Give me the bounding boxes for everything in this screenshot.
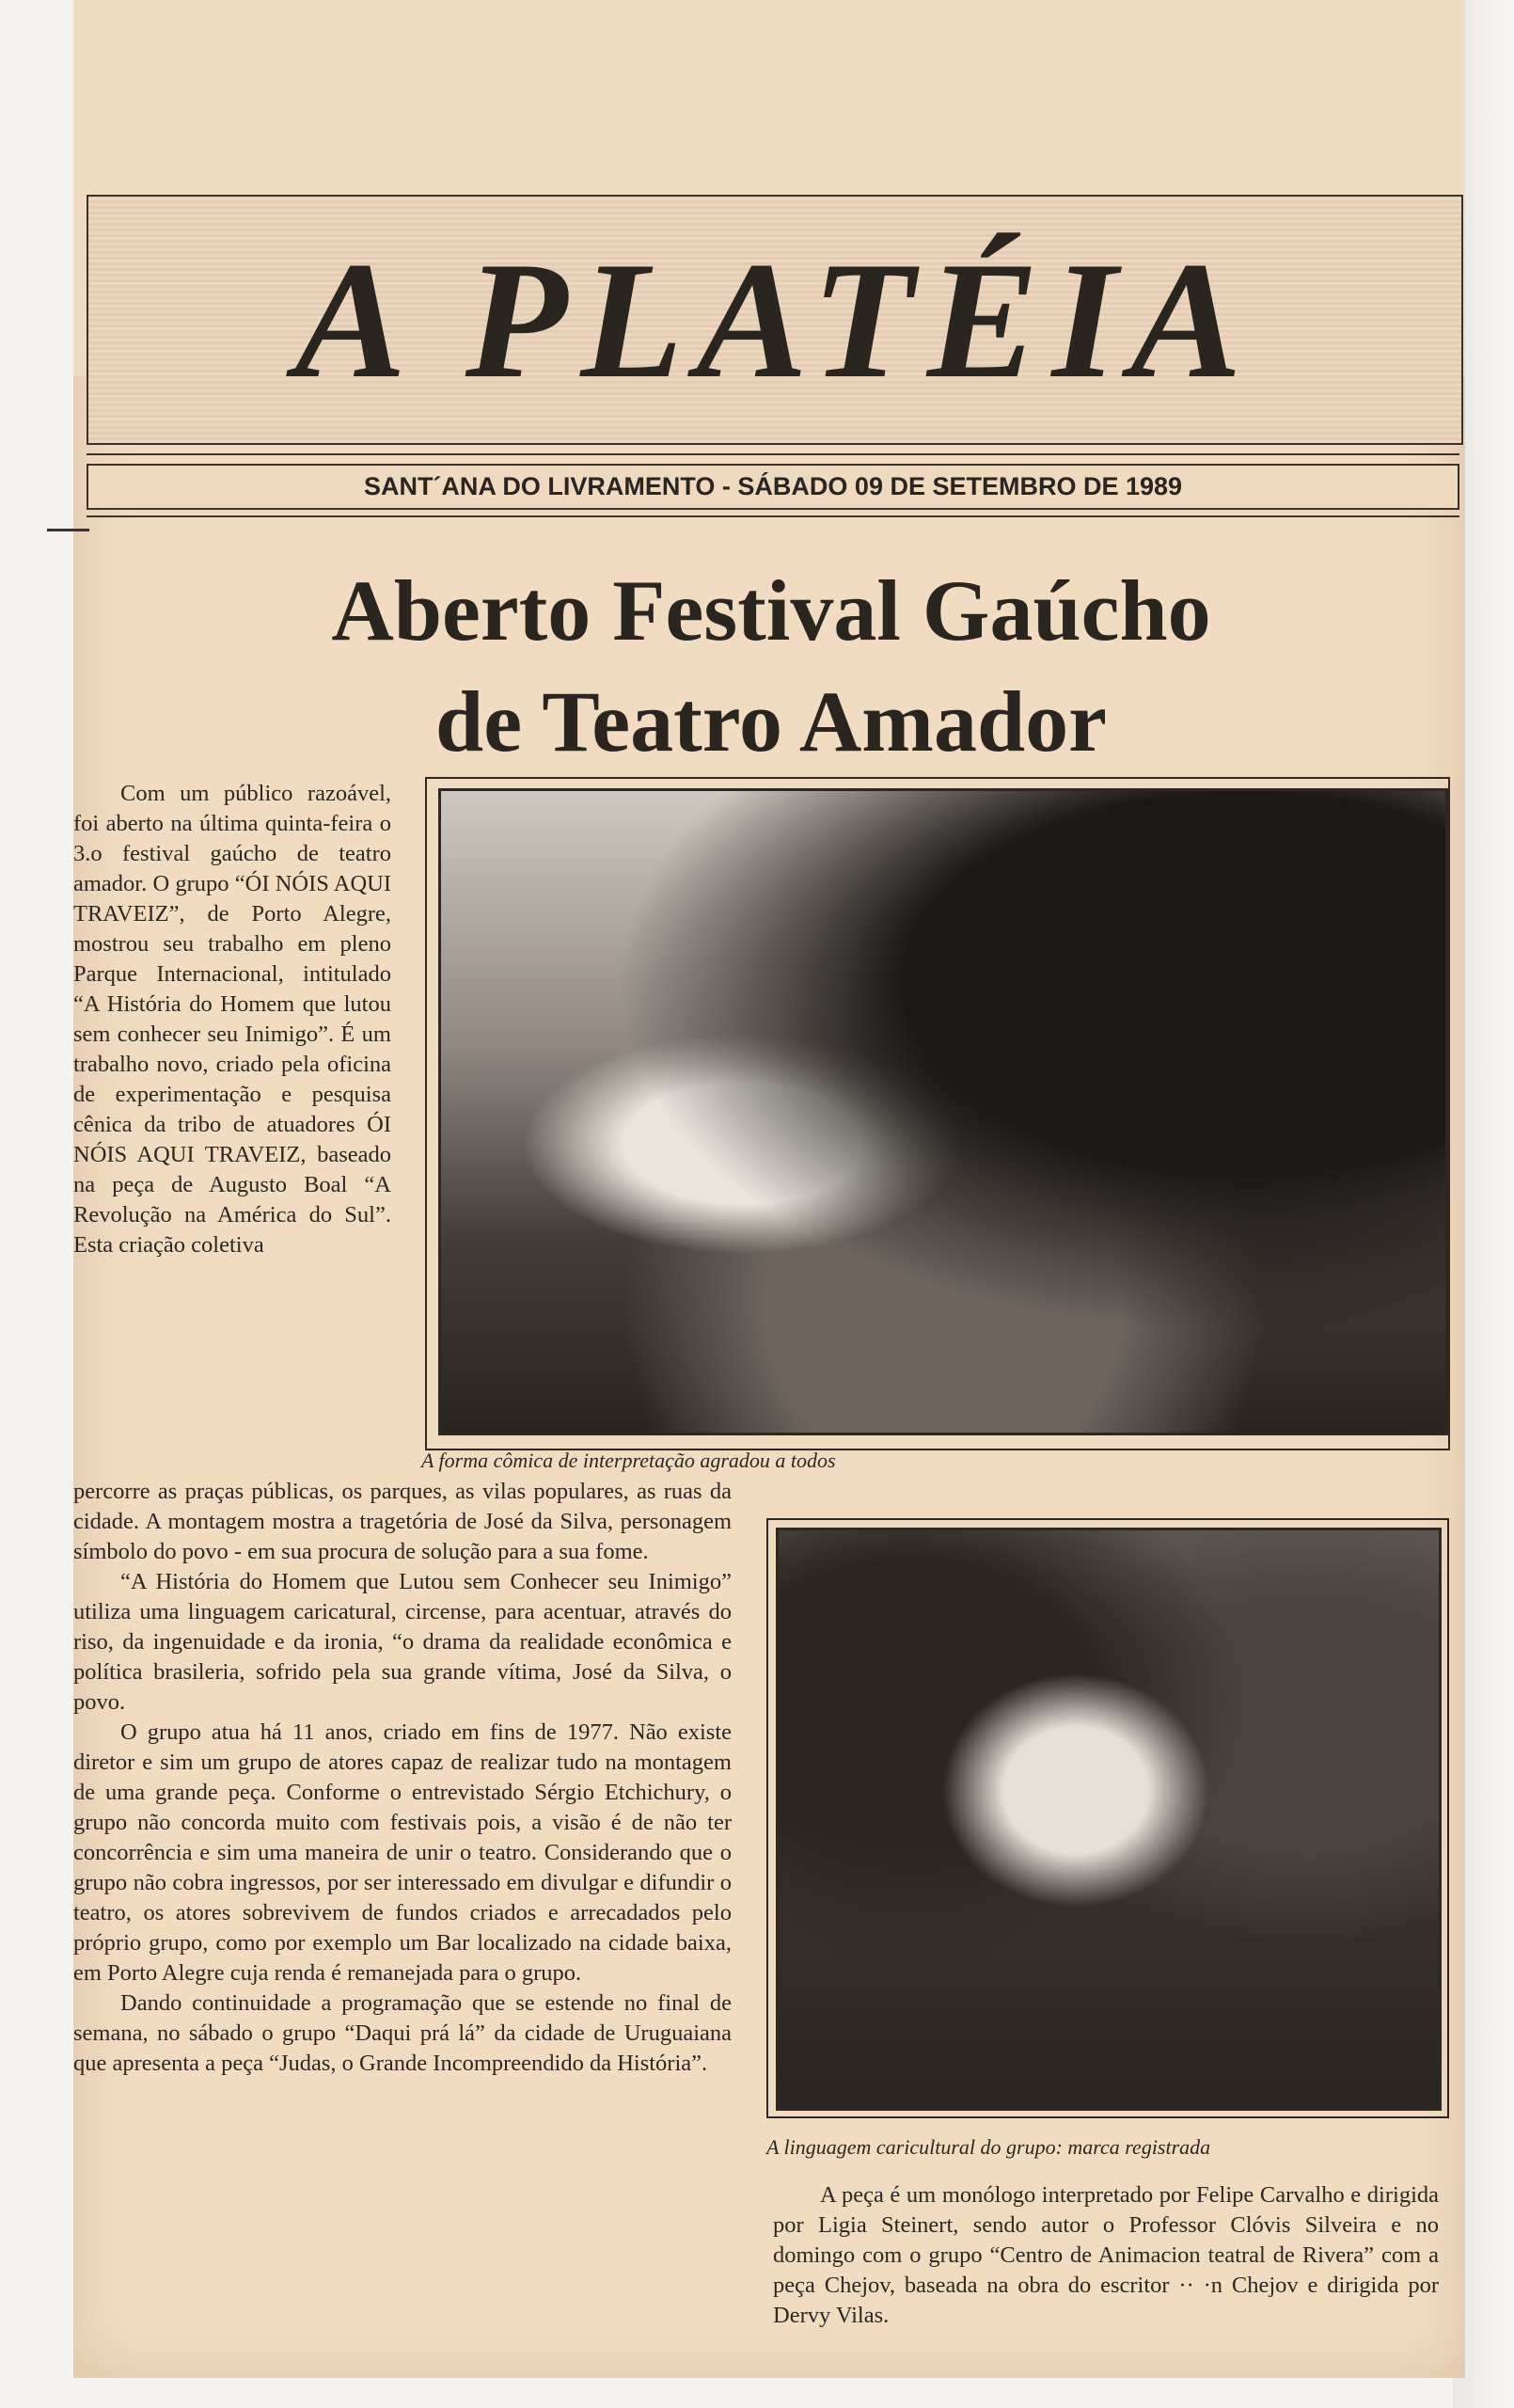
rule [87, 515, 1459, 517]
article-column-right [773, 2180, 1439, 2331]
masthead-title: A PLATÉIA [294, 227, 1255, 413]
photo-actor [776, 1528, 1442, 2111]
dateline: SANT´ANA DO LIVRAMENTO - SÁBADO 09 DE SETEMBRO DE 1989 [87, 464, 1459, 510]
photo-caption: A linguagem caricultural do grupo: marca registrada [766, 2135, 1211, 2159]
photo-performance [438, 788, 1448, 1435]
headline-line-1: Aberto Festival Gaúcho [331, 562, 1211, 658]
article-paragraph: O grupo atua há 11 anos, criado em fins de 1977. Não existe diretor e sim um grupo de atores capaz de realizar tudo na montagem de uma grande peça. Conforme o entrevistado Sérgio Etchichury, o grupo não concorda muito com festivais pois, a visão é de não ter concorrência e sim uma maneira de unir o teatro. Considerando que o grupo não cobra ingressos, por ser interessado em divulgar e difundir o teatro, os atores sobrevivem de fundos criados e arrecadados pelo próprio grupo, como por exemplo um Bar localizado na cidade baixa, em Porto Alegre cuja renda é remanejada para o grupo. [73, 1719, 732, 1986]
article-paragraph: Com um público razoável, foi aberto na última quinta-feira o 3.o festival gaúcho de teatro amador. O grupo “ÓI NÓIS AQUI TRAVEIZ”, de Porto Alegre, mostrou seu trabalho em pleno Parque Internacional, intitulado “A História do Homem que lutou sem conhecer seu Inimigo”. É um trabalho novo, criado pela oficina de experimentação e pesquisa cênica da tribo de atuadores ÓI NÓIS AQUI TRAVEIZ, baseado na peça de Augusto Boal “A Revolução na América do Sul”. Esta criação coletiva [73, 781, 391, 1258]
headline [113, 555, 1429, 777]
masthead [87, 195, 1463, 445]
headline-line-2: de Teatro Amador [435, 673, 1107, 769]
article-paragraph: “A História do Homem que Lutou sem Conhecer seu Inimigo” utiliza uma linguagem caricatural, circense, para acentuar, através do riso, da ingenuidade e da ironia, “o drama da realidade econômica e política brasileria, sofrido pela sua grande vítima, José da Silva, o povo. [73, 1569, 732, 1715]
rule [47, 529, 89, 531]
article-column-wide [73, 1477, 732, 2079]
rule [87, 453, 1459, 455]
photo-caption: A forma cômica de interpretação agradou a todos [421, 1449, 836, 1472]
article-paragraph: Dando continuidade a programação que se estende no final de semana, no sábado o grupo “Daqui prá lá” da cidade de Uruguaiana que apresenta a peça “Judas, o Grande Incompreendido da História”. [73, 1990, 732, 2076]
article-paragraph: percorre as praças públicas, os parques, as vilas populares, as ruas da cidade. A montagem mostra a tragetória de José da Silva, personagem símbolo do povo - em sua procura de solução para a sua fome. [73, 1479, 732, 1564]
article-paragraph: A peça é um monólogo interpretado por Felipe Carvalho e dirigida por Ligia Steinert, sendo autor o Professor Clóvis Silveira e no domingo com o grupo “Centro de Animacion teatral de Rivera” com a peça Chejov, baseada na obra do escritor ·· ·n Chejov e dirigida por Dervy Vilas. [773, 2182, 1439, 2328]
article-column-left [73, 779, 391, 1260]
